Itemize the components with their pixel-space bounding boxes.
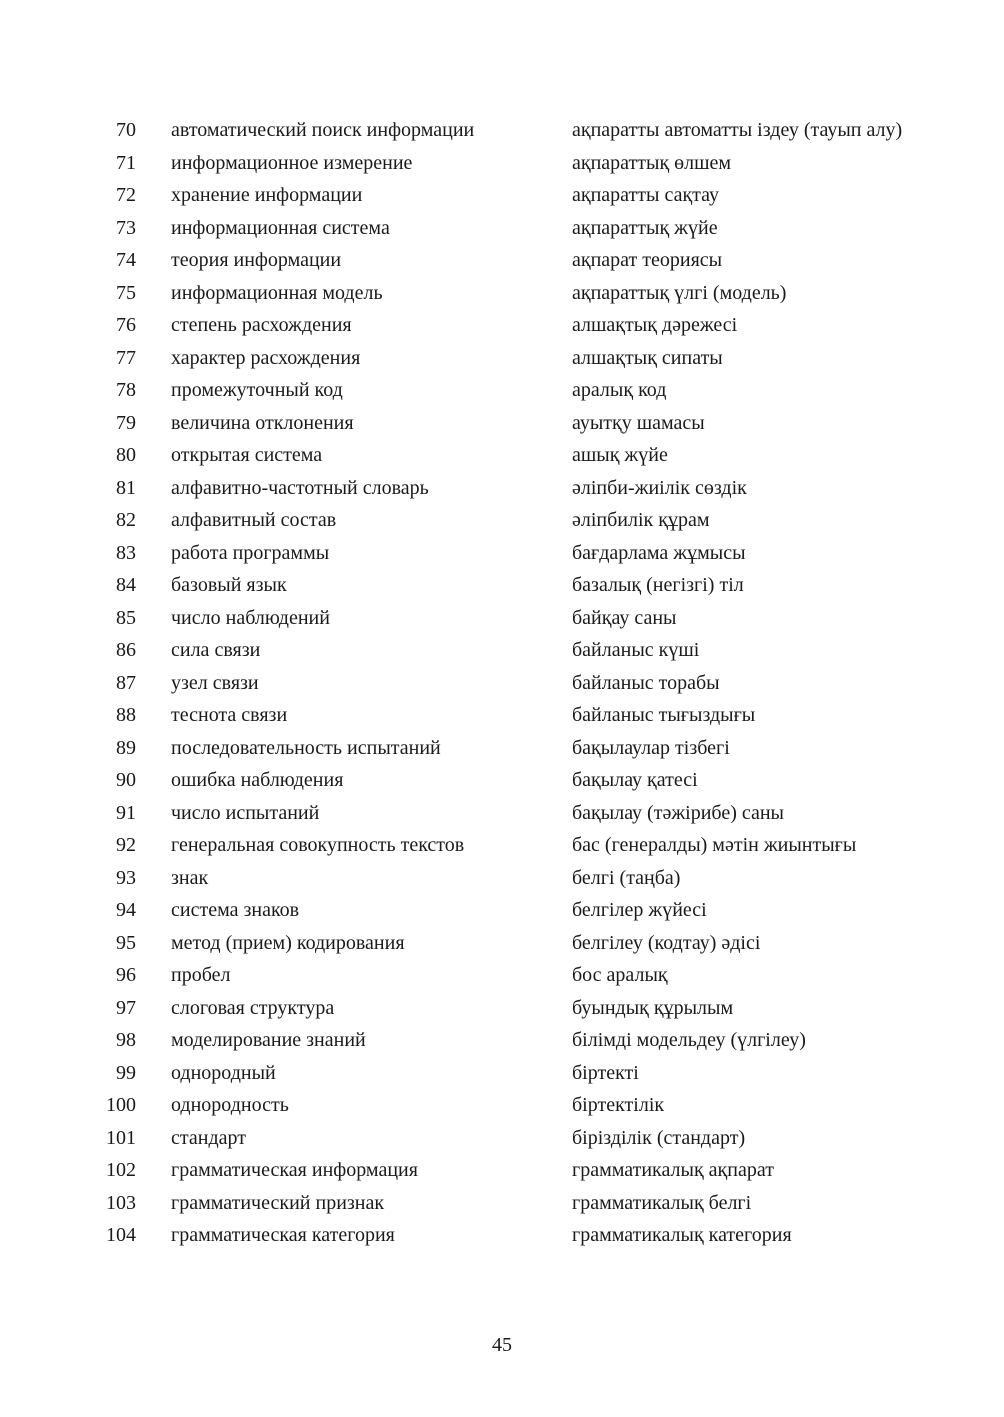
kazakh-term: бірізділік (стандарт) xyxy=(572,1126,746,1149)
glossary-row xyxy=(0,1190,1004,1223)
entry-number: 73 xyxy=(116,216,136,239)
entry-number: 74 xyxy=(116,249,136,271)
kazakh-term: біртектілік xyxy=(572,1094,665,1116)
entry-number: 84 xyxy=(116,574,136,596)
kazakh-term: бақылау қатесі xyxy=(572,769,698,791)
kazakh-term: грамматикалық белгі xyxy=(572,1191,752,1214)
russian-term: слоговая структура xyxy=(171,996,335,1019)
russian-term: число наблюдений xyxy=(171,606,330,629)
glossary-row xyxy=(0,312,1004,345)
kazakh-term: білімді модельдеу (үлгілеу) xyxy=(572,1029,806,1051)
russian-term: стандарт xyxy=(171,1126,246,1149)
entry-number: 77 xyxy=(116,346,136,369)
russian-term: грамматическая информация xyxy=(171,1159,418,1181)
russian-term: знак xyxy=(171,866,209,889)
glossary-row xyxy=(0,1060,1004,1093)
glossary-row xyxy=(0,280,1004,313)
russian-term: информационная система xyxy=(171,216,390,239)
entry-number: 70 xyxy=(116,119,136,141)
kazakh-term: ақпаратты сақтау xyxy=(572,184,720,206)
russian-term: хранение информации xyxy=(171,184,363,206)
glossary-row xyxy=(0,507,1004,540)
entry-number: 89 xyxy=(116,736,136,759)
entry-number: 96 xyxy=(116,964,136,986)
entry-number: 81 xyxy=(116,476,136,499)
russian-term: последовательность испытаний xyxy=(171,736,441,759)
entry-number: 78 xyxy=(116,379,136,401)
kazakh-term: буындық құрылым xyxy=(572,996,734,1019)
glossary-row xyxy=(0,605,1004,638)
russian-term: информационное измерение xyxy=(171,151,413,174)
glossary-row xyxy=(0,150,1004,183)
glossary-row xyxy=(0,962,1004,995)
kazakh-term: бақылаулар тізбегі xyxy=(572,736,730,759)
glossary-row xyxy=(0,865,1004,898)
russian-term: система знаков xyxy=(171,899,300,921)
glossary-row xyxy=(0,637,1004,670)
entry-number: 87 xyxy=(116,671,136,694)
kazakh-term: бақылау (тәжірибе) саны xyxy=(572,801,784,824)
russian-term: теснота связи xyxy=(171,704,288,726)
entry-number: 80 xyxy=(116,444,136,466)
kazakh-term: бас (генералды) мәтін жиынтығы xyxy=(572,834,857,856)
glossary-row xyxy=(0,1092,1004,1125)
entry-number: 93 xyxy=(116,866,136,889)
kazakh-term: байланыс торабы xyxy=(572,671,720,694)
glossary-row xyxy=(0,1222,1004,1255)
kazakh-term: алшақтық дәрежесі xyxy=(572,314,738,336)
entry-number: 103 xyxy=(106,1191,136,1214)
russian-term: алфавитно-частотный словарь xyxy=(171,476,429,499)
entry-number: 85 xyxy=(116,606,136,629)
glossary-row xyxy=(0,215,1004,248)
russian-term: пробел xyxy=(171,964,231,986)
glossary-row xyxy=(0,897,1004,930)
russian-term: алфавитный состав xyxy=(171,509,337,531)
glossary-row xyxy=(0,702,1004,735)
entry-number: 88 xyxy=(116,704,136,726)
glossary-row xyxy=(0,377,1004,410)
glossary-row xyxy=(0,670,1004,703)
glossary-row xyxy=(0,930,1004,963)
russian-term: сила связи xyxy=(171,639,261,661)
entry-number: 75 xyxy=(116,281,136,304)
kazakh-term: бос аралық xyxy=(572,964,668,986)
kazakh-term: ақпарат теориясы xyxy=(572,249,723,271)
kazakh-term: ақпараттық өлшем xyxy=(572,151,732,174)
russian-term: однородный xyxy=(171,1061,276,1084)
russian-term: промежуточный код xyxy=(171,379,343,401)
russian-term: метод (прием) кодирования xyxy=(171,931,405,954)
glossary-row xyxy=(0,345,1004,378)
russian-term: открытая система xyxy=(171,444,323,466)
entry-number: 72 xyxy=(116,184,136,206)
glossary-row xyxy=(0,117,1004,150)
entry-number: 79 xyxy=(116,411,136,434)
russian-term: грамматическая категория xyxy=(171,1224,395,1246)
kazakh-term: әліпбилік құрам xyxy=(572,509,710,531)
russian-term: степень расхождения xyxy=(171,314,352,336)
kazakh-term: ақпараттық үлгі (модель) xyxy=(572,281,787,304)
russian-term: однородность xyxy=(171,1094,289,1116)
entry-number: 104 xyxy=(106,1224,136,1246)
kazakh-term: бағдарлама жұмысы xyxy=(572,541,746,564)
kazakh-term: әліпби-жиілік сөздік xyxy=(572,476,747,499)
glossary-row xyxy=(0,410,1004,443)
entry-number: 90 xyxy=(116,769,136,791)
kazakh-term: грамматикалық категория xyxy=(572,1224,792,1246)
russian-term: ошибка наблюдения xyxy=(171,769,344,791)
glossary-row xyxy=(0,1125,1004,1158)
entry-number: 82 xyxy=(116,509,136,531)
russian-term: узел связи xyxy=(171,671,259,694)
glossary-row xyxy=(0,995,1004,1028)
russian-term: теория информации xyxy=(171,249,342,271)
russian-term: генеральная совокупность текстов xyxy=(171,834,465,856)
russian-term: характер расхождения xyxy=(171,346,361,369)
entry-number: 83 xyxy=(116,541,136,564)
kazakh-term: алшақтық сипаты xyxy=(572,346,723,369)
entry-number: 95 xyxy=(116,931,136,954)
glossary-row xyxy=(0,182,1004,215)
glossary-row xyxy=(0,735,1004,768)
russian-term: величина отклонения xyxy=(171,411,354,434)
entry-number: 101 xyxy=(106,1126,136,1149)
page-number: 45 xyxy=(492,1334,512,1356)
glossary-row xyxy=(0,247,1004,280)
kazakh-term: ауытқу шамасы xyxy=(572,411,705,434)
glossary-row xyxy=(0,832,1004,865)
kazakh-term: белгілер жүйесі xyxy=(572,899,707,921)
glossary-row xyxy=(0,442,1004,475)
glossary-row xyxy=(0,767,1004,800)
kazakh-term: байланыс тығыздығы xyxy=(572,704,756,726)
kazakh-term: ақпараттық жүйе xyxy=(572,216,718,239)
entry-number: 86 xyxy=(116,639,136,661)
glossary-row xyxy=(0,572,1004,605)
russian-term: число испытаний xyxy=(171,801,320,824)
glossary-row xyxy=(0,1027,1004,1060)
kazakh-term: белгілеу (кодтау) әдісі xyxy=(572,931,761,954)
glossary-table xyxy=(0,117,1004,1255)
entry-number: 91 xyxy=(116,801,136,824)
entry-number: 92 xyxy=(116,834,136,856)
russian-term: автоматический поиск информации xyxy=(171,119,475,141)
kazakh-term: грамматикалық ақпарат xyxy=(572,1159,774,1181)
entry-number: 98 xyxy=(116,1029,136,1051)
kazakh-term: біртекті xyxy=(572,1061,639,1084)
kazakh-term: байланыс күші xyxy=(572,639,700,661)
kazakh-term: аралық код xyxy=(572,379,667,401)
russian-term: информационная модель xyxy=(171,281,383,304)
entry-number: 76 xyxy=(116,314,136,336)
russian-term: работа программы xyxy=(171,541,330,564)
glossary-row xyxy=(0,540,1004,573)
russian-term: грамматический признак xyxy=(171,1191,385,1214)
russian-term: моделирование знаний xyxy=(171,1029,366,1051)
glossary-row xyxy=(0,475,1004,508)
kazakh-term: байқау саны xyxy=(572,606,677,629)
glossary-row xyxy=(0,800,1004,833)
kazakh-term: ашық жүйе xyxy=(572,444,668,466)
russian-term: базовый язык xyxy=(171,574,287,596)
entry-number: 99 xyxy=(116,1061,136,1084)
entry-number: 102 xyxy=(106,1159,136,1181)
kazakh-term: ақпаратты автоматты іздеу (тауып алу) xyxy=(572,119,903,141)
glossary-row xyxy=(0,1157,1004,1190)
entry-number: 71 xyxy=(116,151,136,174)
kazakh-term: белгі (таңба) xyxy=(572,866,681,889)
kazakh-term: базалық (негізгі) тіл xyxy=(572,574,744,596)
entry-number: 97 xyxy=(116,996,136,1019)
entry-number: 100 xyxy=(106,1094,136,1116)
entry-number: 94 xyxy=(116,899,136,921)
